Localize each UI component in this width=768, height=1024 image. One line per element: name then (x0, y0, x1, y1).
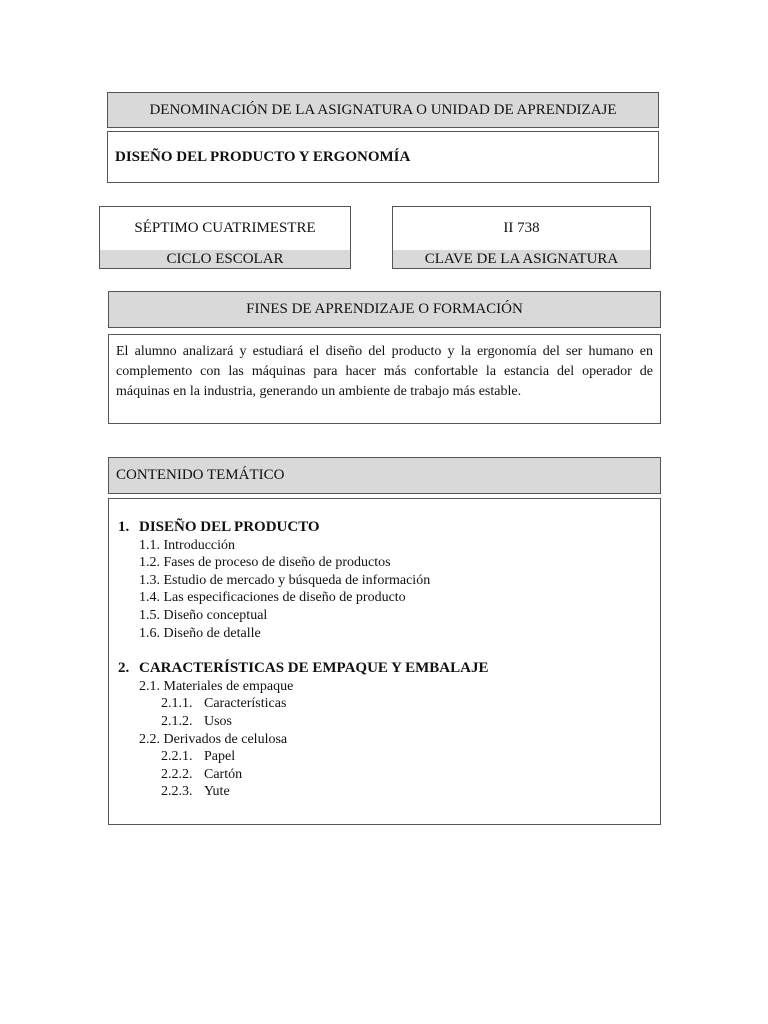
school-cycle-label-cell (100, 250, 350, 268)
section-title (118, 660, 652, 678)
subtopic-number: 2.1.2. (161, 713, 193, 729)
school-cycle-value-cell (100, 207, 350, 251)
subtopic-text: Usos (204, 713, 233, 729)
thematic-content-header (108, 457, 661, 494)
subtopic-item (118, 783, 652, 801)
school-cycle-box (99, 206, 351, 269)
topic-item: 1.2. Fases de proceso de diseño de productos (139, 555, 391, 571)
subtopic-item (118, 748, 652, 766)
learning-goals-text: El alumno analizará y estudiará el diseño del producto y la ergonomía del ser humano en complemento con las máquinas para hacer más confortable la estancia del operador de máquinas en la industria, generando un ambiente de trabajo más estable. (116, 344, 653, 399)
section-spacer (118, 642, 652, 660)
learning-goals-title: FINES DE APRENDIZAJE O FORMACIÓN (246, 301, 523, 317)
subtopic-item (118, 713, 652, 731)
subtopic-number: 2.2.3. (161, 784, 193, 800)
school-cycle-label: CICLO ESCOLAR (166, 250, 284, 267)
topic-item: 1.4. Las especificaciones de diseño de producto (139, 590, 406, 606)
subtopic-number: 2.2.2. (161, 766, 193, 782)
section-title-text: DISEÑO DEL PRODUCTO (139, 519, 320, 535)
topic-item: 1.5. Diseño conceptual (139, 607, 268, 623)
subtopic-text: Características (204, 696, 287, 712)
school-cycle-value: SÉPTIMO CUATRIMESTRE (134, 220, 316, 236)
section-number: 1. (118, 519, 130, 535)
subtopic-text: Papel (204, 749, 236, 765)
thematic-content-title: CONTENIDO TEMÁTICO (116, 467, 285, 483)
subtopic-number: 2.1.1. (161, 696, 193, 712)
learning-goals-header (108, 291, 661, 328)
subtopic-item (118, 766, 652, 784)
course-key-box (392, 206, 651, 269)
subject-denomination-header (107, 92, 659, 128)
subject-denomination-header-text: DENOMINACIÓN DE LA ASIGNATURA O UNIDAD DE APRENDIZAJE (149, 101, 617, 118)
subtopic-item (118, 695, 652, 713)
subject-name: DISEÑO DEL PRODUCTO Y ERGONOMÍA (115, 148, 411, 165)
section-number: 2. (118, 660, 130, 677)
topic-item: 2.2. Derivados de celulosa (139, 731, 288, 747)
course-key-value-cell (393, 207, 650, 251)
subtopic-text: Yute (204, 784, 230, 800)
topic-item: 1.3. Estudio de mercado y búsqueda de información (139, 572, 431, 588)
topic-item: 1.1. Introducción (139, 537, 236, 553)
course-key-value: II 738 (503, 220, 540, 236)
section-title (118, 519, 652, 537)
course-key-label: CLAVE DE LA ASIGNATURA (424, 250, 619, 267)
thematic-content-body (108, 498, 661, 825)
section-title-text: CARACTERÍSTICAS DE EMPAQUE Y EMBALAJE (139, 660, 489, 677)
topic-item: 1.6. Diseño de detalle (139, 625, 261, 641)
learning-goals-body (108, 334, 661, 424)
topic-item: 2.1. Materiales de empaque (139, 678, 294, 694)
subject-name-box (107, 131, 659, 183)
subtopic-number: 2.2.1. (161, 749, 193, 765)
subtopic-text: Cartón (204, 766, 243, 782)
course-key-label-cell (393, 250, 650, 268)
